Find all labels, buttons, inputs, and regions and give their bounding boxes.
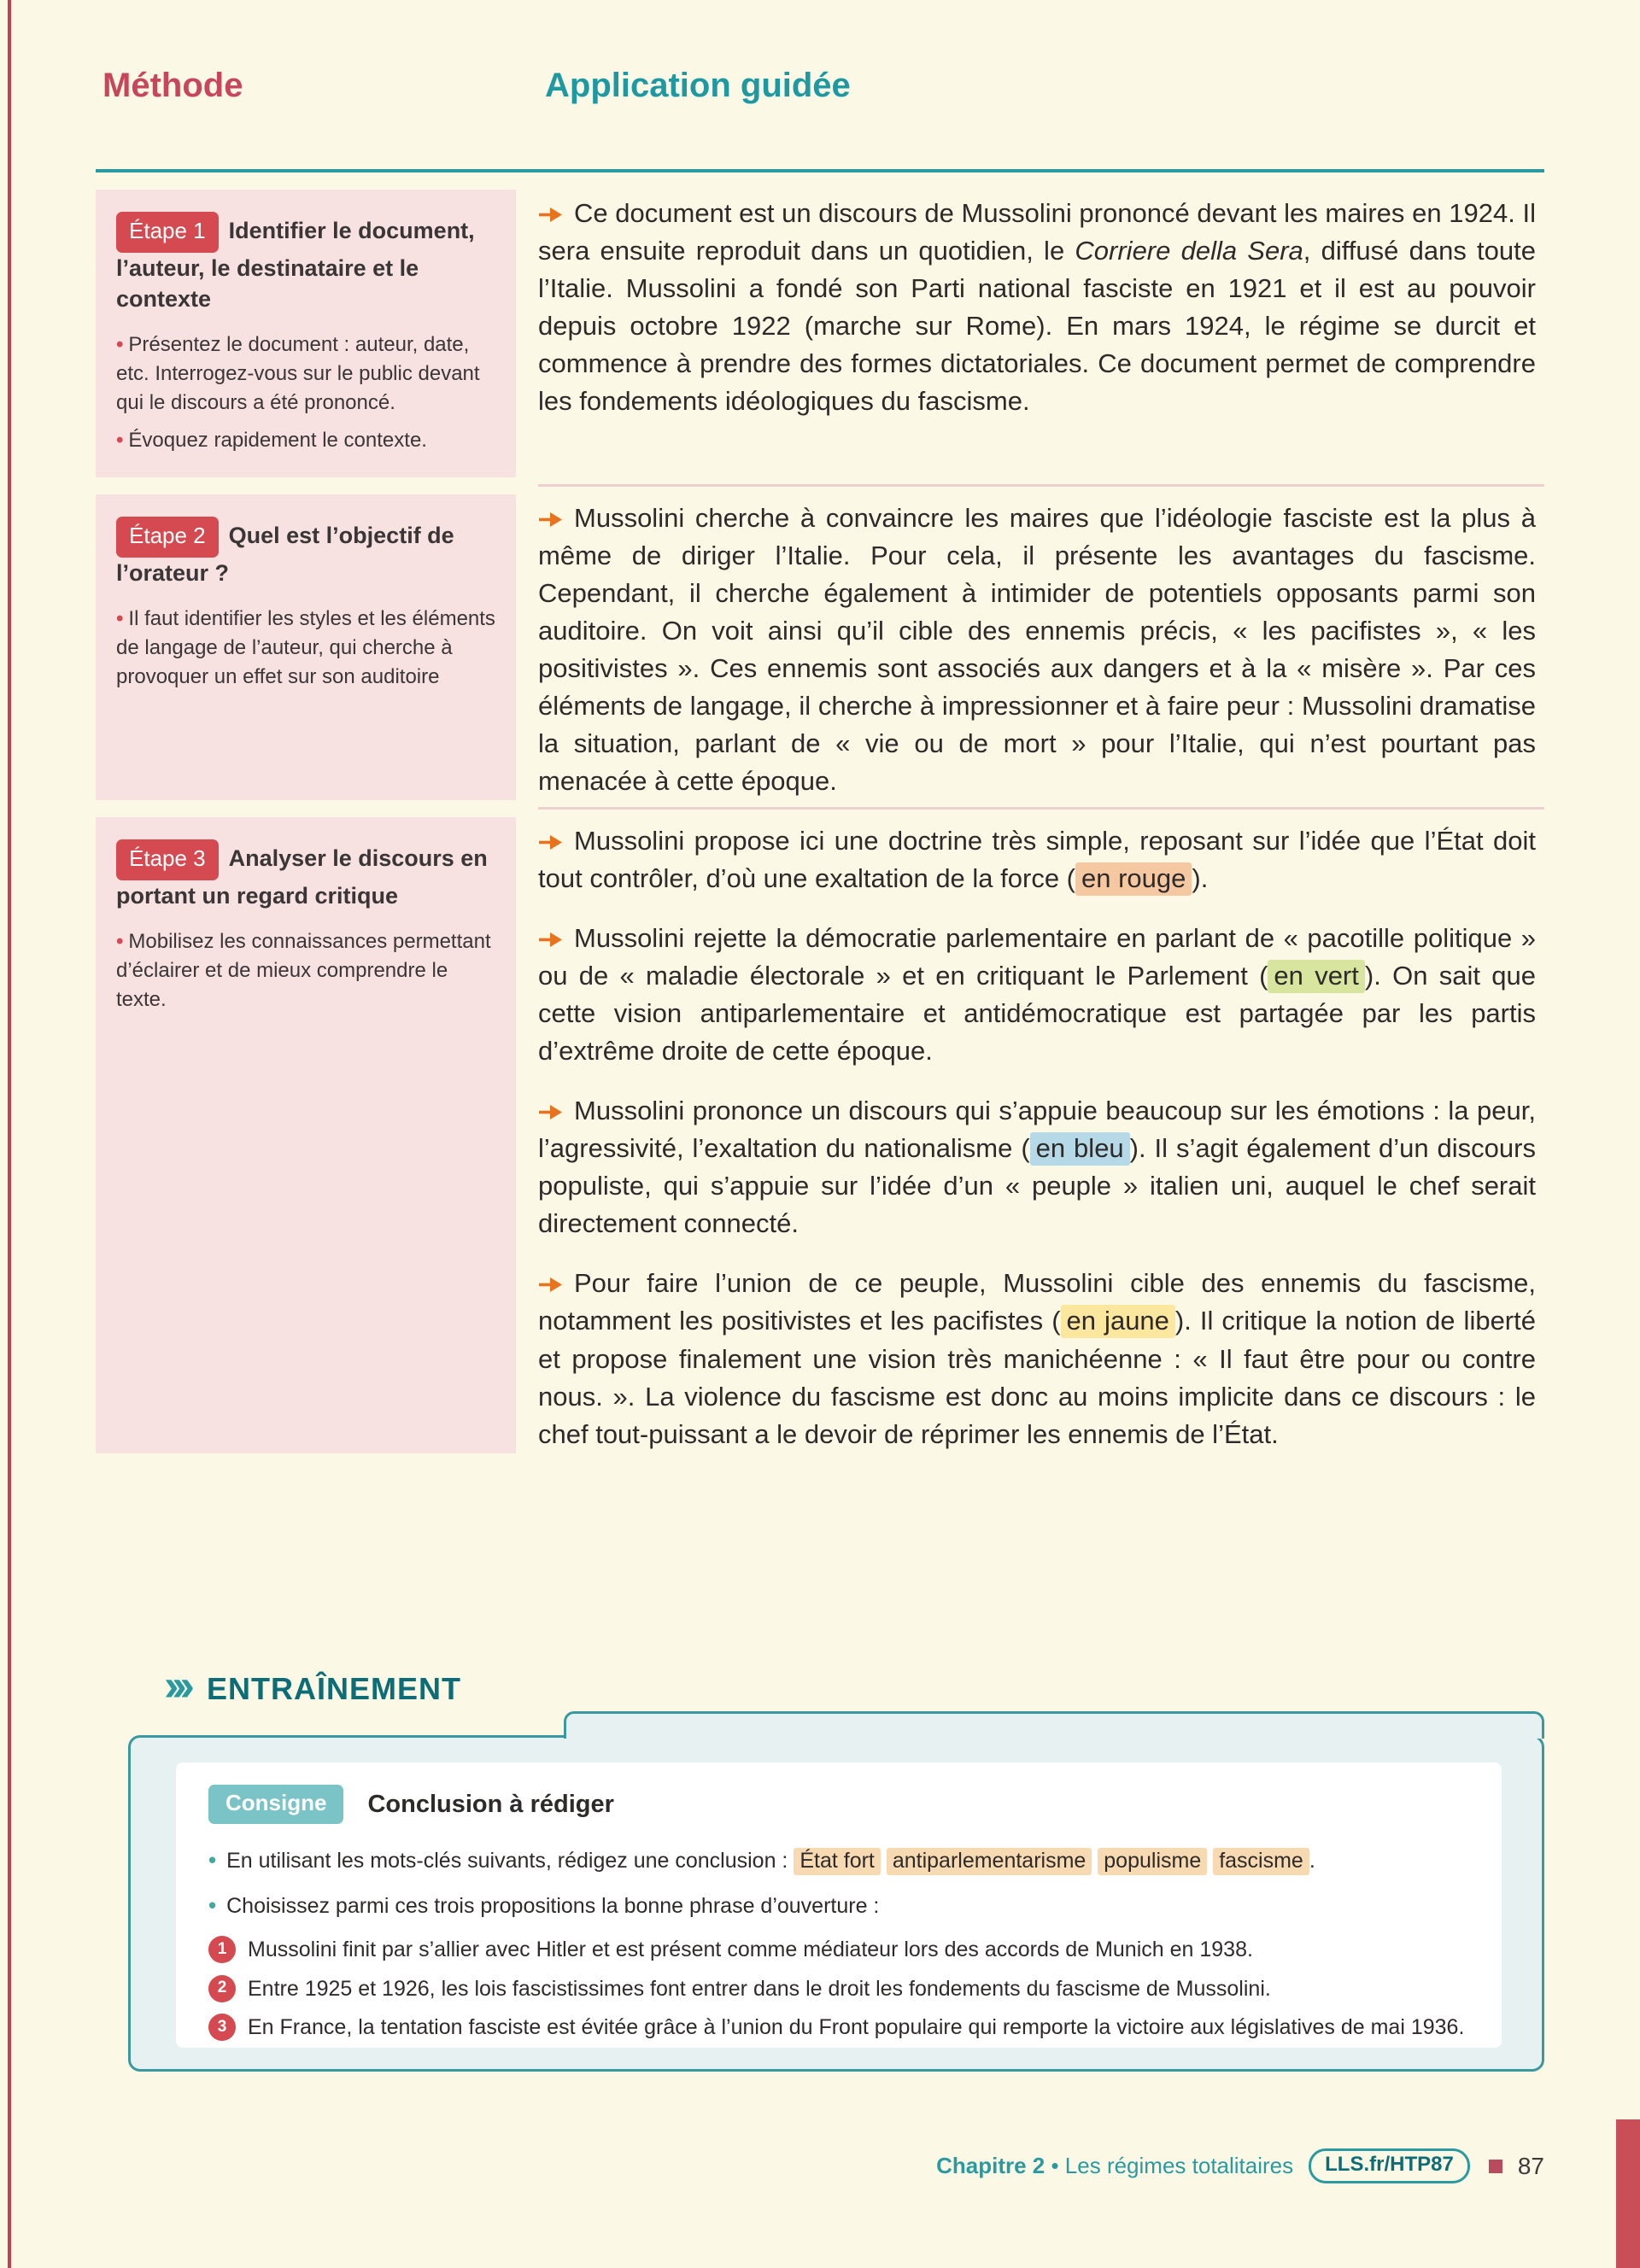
text-segment: En utilisant les mots-clés suivants, rédigez une conclusion : xyxy=(226,1849,794,1873)
arrow-icon xyxy=(538,511,564,529)
text-segment: Mussolini rejette la démocratie parlementaire en parlant de « pacotille politique » ou de « maladie électorale » et en critiquant le Parlement ( xyxy=(538,923,1536,991)
text-segment: Mussolini prononce un discours qui s’appuie beaucoup sur les émotions : la peur, l’agressivité, l’exaltation du nationalisme ( xyxy=(538,1096,1536,1164)
item-text: En France, la tentation fasciste est évitée grâce à l’union du Front populaire qui remporte la victoire aux législatives de mai 1936. xyxy=(248,2015,1465,2039)
method-heading: Méthode xyxy=(102,67,243,104)
item-number-badge: 2 xyxy=(208,1975,236,2002)
method-grid xyxy=(96,190,1544,1453)
arrow-icon xyxy=(538,833,564,851)
step-3-application xyxy=(538,817,1544,1453)
keyword-chip: populisme xyxy=(1098,1848,1207,1875)
consigne-badge: Consigne xyxy=(208,1785,343,1824)
step-1-bullets xyxy=(116,330,495,455)
chapter-reference xyxy=(936,2153,1293,2179)
page-footer xyxy=(96,2148,1544,2183)
arrow-icon xyxy=(538,931,564,949)
keyword-chip: antiparlementarisme xyxy=(887,1848,1092,1875)
consigne-bullet-keywords xyxy=(208,1844,1469,1876)
text-segment: ). Il s’agit également d’un discours populiste, qui s’appuie sur l’idée d’un « peuple » italien uni, auquel le chef serait directement connecté. xyxy=(538,1133,1536,1239)
arrow-icon xyxy=(538,206,564,224)
page-edge-red-rule xyxy=(8,0,11,2268)
proposition-item xyxy=(208,1935,1469,1965)
consigne-bullet-choice xyxy=(208,1890,1469,1921)
proposition-item xyxy=(208,2013,1469,2043)
training-title: ENTRAÎNEMENT xyxy=(206,1671,461,1706)
text-segment xyxy=(881,1849,887,1873)
header-divider xyxy=(96,169,1544,172)
step-1-head xyxy=(116,212,495,315)
application-paragraph xyxy=(538,195,1536,420)
step-3-head xyxy=(116,839,495,911)
lls-link-chip[interactable]: LLS.fr/HTP87 xyxy=(1309,2148,1470,2183)
step-2-title: Quel est l’objectif de l’orateur ? xyxy=(116,523,454,587)
training-heading xyxy=(164,1663,461,1715)
text-segment: Ce document est un discours de Mussolini prononcé devant les maires en 1924. Il sera ensuite reproduit dans un quotidien, le xyxy=(538,198,1536,266)
consigne-title: Conclusion à rédiger xyxy=(367,1790,614,1818)
method-bullet: • Il faut identifier les styles et les éléments de langage de l’auteur, qui cherche à provoquer un effet sur son auditoire xyxy=(116,606,495,688)
step-1-title: Identifier le document, l’auteur, le destinataire et le contexte xyxy=(116,218,475,313)
text-segment: Mussolini cherche à convaincre les maires que l’idéologie fasciste est la plus à même de diriger l’Italie. Pour cela, il présente les avantages du fascisme. Cependant, il cherche également à intimider de potentiels opposants parmi son auditoire. On voit ainsi qu’il cible des ennemis précis, « les pacifistes », « les positivistes ». Ces ennemis sont associés aux dangers et à la « misère ». Par ces éléments de langage, il cherche à impressionner et à faire peur : Mussolini dramatise la situation, parlant de « vie ou de mort » pour l’Italie, qui n’est pourtant pas menacée à cette époque. xyxy=(538,503,1536,797)
step-3-title: Analyser le discours en portant un regard critique xyxy=(116,845,488,909)
bullet-dot-icon: • xyxy=(116,929,124,953)
highlight-blue: en bleu xyxy=(1030,1132,1130,1166)
step-1-panel xyxy=(96,190,516,477)
bullet-dot-icon: • xyxy=(116,429,124,453)
item-number-badge: 1 xyxy=(208,1936,236,1963)
keyword-chip: fascisme xyxy=(1213,1848,1309,1875)
bullet-dot-icon: • xyxy=(208,1892,217,1918)
text-segment: . xyxy=(1309,1849,1315,1873)
highlight-red: en rouge xyxy=(1075,862,1192,896)
highlight-green: en vert xyxy=(1268,960,1364,993)
application-paragraph xyxy=(538,1265,1536,1453)
text-segment: Mussolini propose ici une doctrine très simple, reposant sur l’idée que l’État doit tout contrôler, d’où une exaltation de la force ( xyxy=(538,826,1536,894)
footer-red-square-icon xyxy=(1489,2160,1502,2173)
item-text: Mussolini finit par s’allier avec Hitler et est présent comme médiateur lors des accords de Munich en 1938. xyxy=(248,1938,1253,1961)
training-box-notch xyxy=(564,1711,1544,1739)
chapter-title: • Les régimes totalitaires xyxy=(1045,2153,1294,2178)
triple-chevron-icon: ››› xyxy=(164,1661,188,1710)
step-2-bullets xyxy=(116,605,495,692)
chapter-bookmark-tab xyxy=(1616,2119,1640,2268)
bullet-dot-icon: • xyxy=(208,1847,217,1873)
method-bullet: • Mobilisez les connaissances permettant d’éclairer et de mieux comprendre le texte. xyxy=(116,929,491,1011)
arrow-icon xyxy=(538,1276,564,1294)
application-paragraph xyxy=(538,500,1536,800)
proposition-item xyxy=(208,1974,1469,2004)
highlight-yellow: en jaune xyxy=(1061,1305,1175,1338)
proposition-list xyxy=(208,1935,1469,2043)
step-1-application xyxy=(538,190,1544,477)
consigne-bullet-2-text: Choisissez parmi ces trois propositions la bonne phrase d’ouverture : xyxy=(226,1894,880,1918)
chapter-number: Chapitre 2 xyxy=(936,2153,1046,2178)
italic-text: Corriere della Sera xyxy=(1075,236,1303,266)
consigne-head xyxy=(208,1785,1469,1824)
application-paragraph xyxy=(538,920,1536,1070)
step-2-badge: Étape 2 xyxy=(116,517,219,558)
method-bullet: • Présentez le document : auteur, date, etc. Interrogez-vous sur le public devant qui le discours a été prononcé. xyxy=(116,332,480,415)
text-segment: ). Il critique la notion de liberté et propose finalement une vision très manichéenne : « Il faut être pour ou contre nous. ». La violence du fascisme est donc au moins implicite dans ce discours : le chef tout-puissant a le devoir de réprimer les ennemis de l’État. xyxy=(538,1306,1536,1449)
text-segment: ). xyxy=(1192,863,1209,894)
method-bullet: • Évoquez rapidement le contexte. xyxy=(116,429,427,453)
consigne-bullet-1-text xyxy=(226,1848,1315,1875)
consigne-card xyxy=(176,1762,1502,2048)
step-3-badge: Étape 3 xyxy=(116,839,219,880)
item-number-badge: 3 xyxy=(208,2014,236,2041)
bullet-dot-icon: • xyxy=(116,606,124,630)
text-segment: Pour faire l’union de ce peuple, Mussolini cible des ennemis du fascisme, notamment les positivistes et les pacifistes ( xyxy=(538,1268,1536,1336)
text-segment: , diffusé dans toute l’Italie. Mussolini a fondé son Parti national fasciste en 1921 et il est au pouvoir depuis octobre 1922 (marche sur Rome). En mars 1924, le régime se durcit et commence à prendre des formes dictatoriales. Ce document permet de comprendre les fondements idéologiques du fascisme. xyxy=(538,236,1537,417)
page-number: 87 xyxy=(1517,2152,1544,2179)
arrow-icon xyxy=(538,1103,564,1121)
step-2-application xyxy=(538,494,1544,800)
item-text: Entre 1925 et 1926, les lois fascistissimes font entrer dans le droit les fondements du fascisme de Mussolini. xyxy=(248,1976,1271,2001)
step-3-panel xyxy=(96,817,516,1453)
bullet-dot-icon: • xyxy=(116,332,124,356)
step-1-badge: Étape 1 xyxy=(116,212,219,253)
keyword-chip: État fort xyxy=(794,1848,881,1875)
text-segment: ). On sait que cette vision antiparlementaire et antidémocratique est partagée par les partis d’extrême droite de cette époque. xyxy=(538,961,1536,1067)
application-paragraph xyxy=(538,822,1536,897)
step-2-panel xyxy=(96,494,516,800)
step-3-bullets xyxy=(116,927,495,1014)
application-paragraph xyxy=(538,1092,1536,1242)
application-heading: Application guidée xyxy=(545,67,851,104)
step-2-head xyxy=(116,517,495,588)
